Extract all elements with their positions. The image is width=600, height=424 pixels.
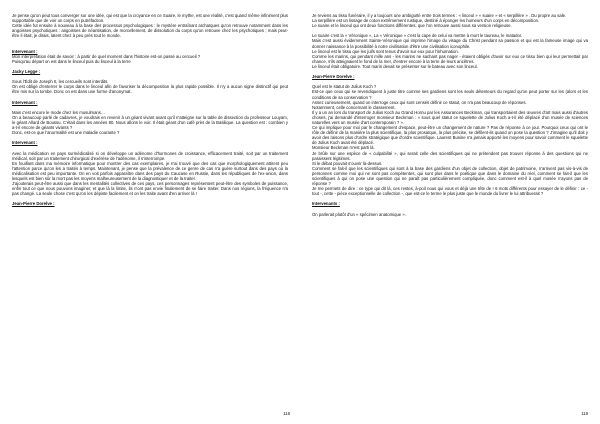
speaker-label: Jacky Legge : bbox=[12, 69, 41, 75]
paragraph: Il y a un an lors du transport de Julius Koch au Grand Hornu par les Assurances Beckman, qui transportaient des œuvres d'art mais aussi d'autres choses, j'ai demandé d'interroger monsieur Beckman : « sous quel statut ce squelette de Julius Koch a-t-il été déplacé d'un musée de sciences naturelles vers un musée d'art contemporain ? ». bbox=[312, 109, 588, 125]
right-page-number: 119 bbox=[581, 411, 588, 416]
paragraph: Quel est le statut de Julius Koch ? bbox=[312, 84, 377, 90]
paragraph: Je brûle sur une espèce de « culpabilité », qui serait celle des scientifiques qui ne prétendent pas trouver réponse à des questions qui ne paraissent légitimes. bbox=[312, 150, 588, 161]
paragraph: Est-ce que ceux qui se revendiquent à juste titre comme ses gardiens sont les seuls détenteurs du regard qu'on peut porter sur les (alors et les conditions de sa conservation ? bbox=[312, 89, 588, 100]
paragraph: Le suaire c'est la « Véronique », La « Véronique » c'est la cape de celui va mettre à mort le taureau, le matador. bbox=[312, 33, 523, 39]
paragraph: Assez curieusement, quand on interroge ceux qui sont censés définir ce statut, on n'a pas beaucoup de réponses. bbox=[312, 99, 527, 105]
paragraph: Mais c'est aussi évidemment Sainte-Véronique qui imprime l'image du visage du Christ pendant sa passion et qui est la fameuse image qui va donner naissance à la possibilité à notre civilisation d'être une civilisation iconophile. bbox=[312, 38, 588, 49]
paragraph: Sous l'Édit de Joseph II, les cercueils sont interdits. bbox=[12, 79, 109, 85]
paragraph: Mais c'est encore le mode chez les musulmans… bbox=[12, 109, 106, 115]
speaker-label: Intervenant : bbox=[12, 140, 38, 146]
paragraph: Je reviens au tissu funéraire, il y a toujours une ambiguïté entre trois termes : « linceul » « suaire » et « serpillère » . Du propre au sale. bbox=[312, 13, 567, 18]
paragraph: Cette idée fut ensuite à nouveau à la base des processus psychologiques : le mystère entraînant archaïques qu'on retrouve notamment dans les angoisses psychotiques : angoisses de néantisation, de morcellement, de dissolution du corps qu'on retrouve chez les psychotiques ; mais peut-être il était, je dirais, latent chez à peu près tout le monde. bbox=[12, 23, 288, 39]
paragraph: Je me permets de dire : ce type qui dit là, ces restes, à-poil nous qui vous et déjà une tête de ! 6 mots différents pour essayer de le définir : ce - tout -, cette - pièce exceptionnelle de collection -, que est-ce le terme le plus juste que le monde du livrer le lui attribuerait ? bbox=[312, 186, 588, 197]
paragraph: On parlerait plutôt d'un « spécimen anatomique ». bbox=[312, 211, 406, 217]
paragraph: Comme les marins, qui pendant mille ans - les marins ne sachant pas nager - étaient obligés d'avoir sur eux ce tissu bien qui leur permettait par chance, s'ils atteignaient le fond de la mer, d'entrer encore à la terre de leurs ancêtres. bbox=[312, 53, 588, 64]
right-page-text bbox=[312, 13, 588, 217]
paragraph: La serpillère est un lissage de coton extrêmement rustique, destiné à éponger les humeurs d'un corps en décomposition. bbox=[312, 18, 540, 24]
paragraph: Comment se fait-il que les scientifiques qui sont à la base des gardiens d'un objet de collection, objet de patrimoine, n'arrivent pas vis-à-vis de personnes comme moi qui ne sont pas compétentes, qui sont plus dans le poétique que dans le domaine du réel, comment se fait-il que les scientifiques à qui on pose une question qui ne paraît pas particulièrement compliquée, donc comment est-il à quel musée n'ayons pas de réponse ? bbox=[312, 165, 588, 187]
paragraph: Avec la médication en pays surmédicalisé si on développe un adénome d'hormones de croissance, efficacement traité, soit par un traitement médical, soit par un traitement chirurgical d'exérèse de l'adénome, il s'interrompe. bbox=[12, 150, 288, 161]
left-page-text bbox=[12, 13, 288, 207]
paragraph: Monsieur Beckman m'est parti là. bbox=[312, 145, 375, 151]
speaker-label: Jean-Pierre Dorelve : bbox=[312, 74, 355, 80]
speaker-label: Jean-Pierre Dorelve : bbox=[12, 201, 55, 207]
speaker-label: Intervenants : bbox=[312, 201, 340, 207]
speaker-label: Intervenant : bbox=[12, 48, 38, 54]
paragraph: En fouillant dans ma mémoire informatique pour montrer des cas exemplaires, je n'ai trouvé que des cas que morphologiquement attirent peu l'attention parce qu'on les a traités à temps. Maintenant, je pense que la prévalence de ce genre de cas n'a guère surtout dans des pays où la médicalisation est peu importante. On en voit parfois apparaître dans des pays du Caucase en Russie, dans les républiques de l'ex-union, dans lesquels est bien sûr la mort pas les moyens malheureusement de la diagnostiquer et de la traiter. bbox=[12, 160, 288, 181]
paragraph: On est obligé d'enterrer le corps dans le linceul afin de favoriser la décomposition la plus rapide possible. Il n'y a aucun signe distinctif qui peut être mis sur la tombe. Donc on est dans une forme d'anonymat. bbox=[12, 84, 288, 95]
paragraph: Mon interprétation était de savoir : à partir de quel moment dans l'histoire est-on passé au cercueil ? bbox=[12, 53, 201, 59]
paragraph: Donc, est-ce que l'anormalité est une maladie courante ? bbox=[12, 130, 120, 136]
paragraph: Le linceul est le tissu que les juifs sont tenus d'avoir sur eux pour l'inhumation. bbox=[312, 48, 459, 54]
speaker-label: Intervenant : bbox=[12, 99, 38, 105]
paragraph: Notamment, celle concernant le classement. bbox=[312, 104, 396, 110]
paragraph: Ce qui implique pour moi par le changement d'espace, peut-être un changement de nature ? Pas de réponse à ce jour. Pourquoi ceux qui ont le rôle de définir de la manière la plus scientifique, la plus prosaïque, la plus précise, se défilent-ils quand on pose la question ? J'imagine qu'il doit y avoir des raisons plus d'ordre stratégique que d'ordre scientifique. Laurent Busine n'a jamais apporté les moyens pour savoir comment le squelette de Julius Koch avait été déplacé. bbox=[312, 125, 588, 146]
paragraph: Le suaire et le linceul qui ont deux fonctions différentes, que l'on retrouve aussi sous sa version religieuse. bbox=[312, 23, 512, 29]
paragraph: Je pense qu'on peut tous converger sur une idée, qui est que la croyance en ce Suaire, le mythe, est une réalité, c'est quand même infiniment plus supportable que de voir un corps en putréfaction. bbox=[12, 13, 288, 24]
paragraph: Le linceul était obligatoire. Tout marin devait se présenter sur le bateau avec son linceul. bbox=[312, 63, 478, 69]
paragraph: On a beaucoup parlé de cadavres, je voudrais en revenir à un géant vivant avant qu'il n'atteigne sur la table de dissection du professeur Louyam, le géant Allard de Boussu. C'était dans les années 80. Nous allons le voir. Il était géant d'un café près de la Basilique. La question est : combien y a-t-il encore de géants vivants ? bbox=[12, 114, 288, 131]
paragraph: Puisqu'au départ on est dans le linceul puis du linceul à la terre bbox=[12, 58, 131, 64]
paragraph: Si le débat pouvait s'ouvrir là-dessus. bbox=[312, 160, 383, 166]
right-page bbox=[300, 0, 600, 424]
left-page-number: 118 bbox=[283, 411, 290, 416]
paragraph: J'ajouterais peut-être aussi que dans les mentalités collectives de ces pays, ces personnages représentent peut-être des symboles de puissance, enfin tout ce que nous pouvons imaginer, et que là la limite, ils n'ont pas envie finalement de se faire traiter. Dans nos régions, la fréquence n'a pas changé. La seule chose c'est qu'on les dépiste facilement et on les traite avant d'en arriver là ! bbox=[12, 181, 288, 197]
